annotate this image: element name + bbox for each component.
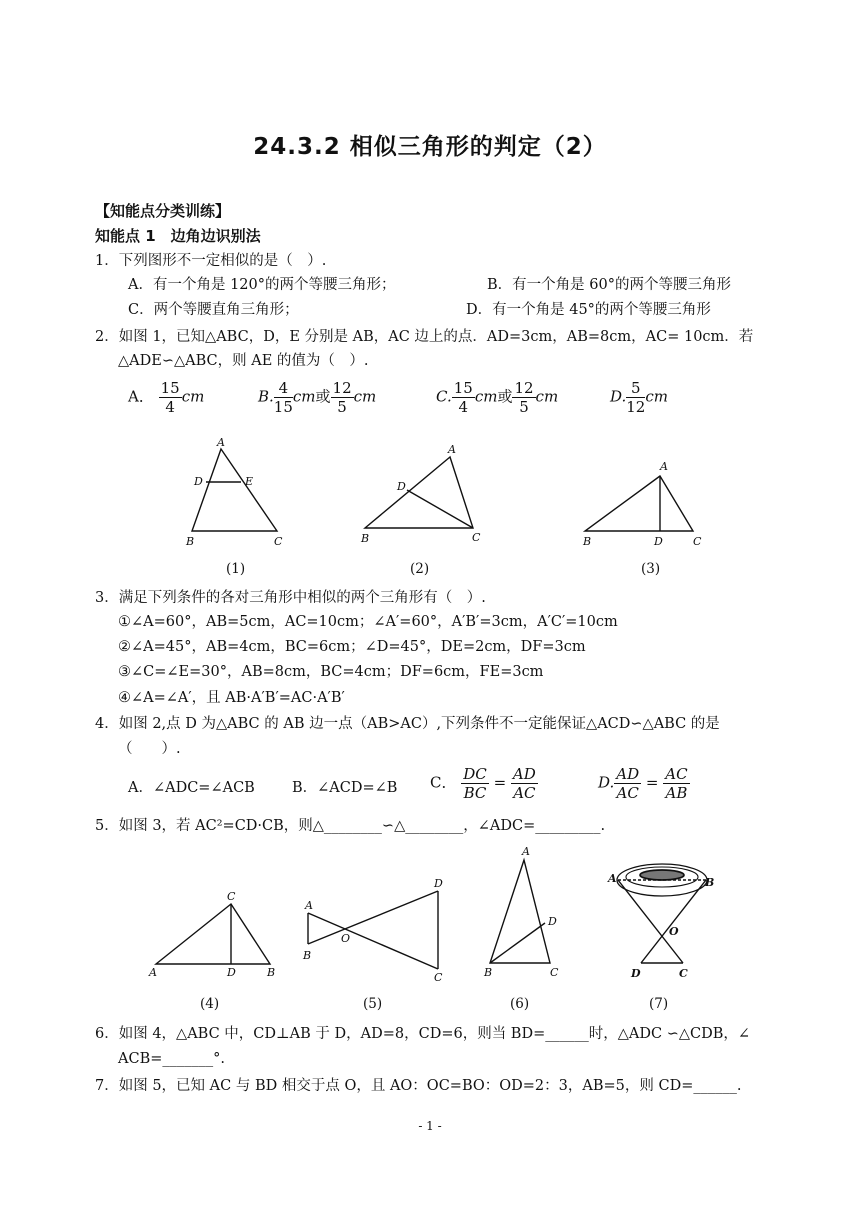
q1-option-a: A．有一个角是 120°的两个等腰三角形； xyxy=(128,277,396,293)
q4-d-den2: AB xyxy=(665,784,688,802)
q2-option-b xyxy=(258,379,376,416)
q4-option-c xyxy=(430,765,538,802)
q2-d-num: 5 xyxy=(626,379,645,398)
fig6-label-d: D xyxy=(548,915,557,928)
fig3-label-d: D xyxy=(654,535,663,548)
q4-d-fraction2 xyxy=(663,765,689,802)
fig3-label-b: B xyxy=(583,535,592,548)
q3-condition-1: ①∠A=60°，AB=5cm，AC=10cm；∠A′=60°，A′B′=3cm，A′C′=10cm xyxy=(118,614,618,630)
q2-b-num2: 12 xyxy=(332,379,352,397)
fig7-label-c: C xyxy=(679,967,688,980)
fig2-triangle xyxy=(365,457,473,528)
figure-1-caption: (1) xyxy=(226,561,246,577)
q4-d-num2: AC xyxy=(665,765,688,783)
q2-b-unit1: cm xyxy=(292,387,316,406)
q2-d-label: D. xyxy=(610,387,627,406)
figure-1 xyxy=(180,435,290,555)
q4-option-d xyxy=(598,765,690,802)
q7-text: 7．如图 5，已知 AC 与 BD 相交于点 O，且 AO：OC=BO：OD=2：3，AB=5，则 CD=______. xyxy=(95,1078,742,1094)
q2-c-den1: 4 xyxy=(458,398,469,416)
figure-4-caption: (4) xyxy=(200,996,220,1012)
fig2-label-a: A xyxy=(448,443,456,456)
fig4-label-c: C xyxy=(227,890,236,903)
fig3-label-a: A xyxy=(660,460,668,473)
q4-c-num2: AD xyxy=(512,765,536,783)
fig7-inner-ellipse xyxy=(640,870,684,880)
q2-a-unit: cm xyxy=(181,387,205,406)
q1-stem: 1．下列图形不一定相似的是（ ）. xyxy=(95,253,327,269)
fig1-label-c: C xyxy=(274,535,283,548)
figure-7 xyxy=(605,855,720,985)
q2-b-unit2: cm xyxy=(353,387,377,406)
fig4-label-d: D xyxy=(227,966,236,979)
fig2-label-d: D xyxy=(397,480,406,493)
fig6-label-c: C xyxy=(550,966,559,979)
q4-c-fraction1 xyxy=(461,765,489,802)
q4-c-den1: BC xyxy=(463,784,487,802)
q2-c-den2: 5 xyxy=(519,398,529,416)
q2-b-den1: 15 xyxy=(273,398,293,416)
page-number: - 1 - xyxy=(418,1119,442,1133)
q4-option-a: A．∠ADC=∠ACB xyxy=(128,780,255,796)
fig1-label-e: E xyxy=(245,475,254,488)
q2-stem-line2: △ADE∽△ABC，则 AE 的值为（ ）. xyxy=(118,353,369,369)
q2-d-unit: cm xyxy=(645,387,668,406)
q1-option-b: B．有一个角是 60°的两个等腰三角形 xyxy=(487,277,731,293)
q4-d-equals: = xyxy=(645,773,659,792)
figure-2-caption: (2) xyxy=(410,561,430,577)
q2-b-fraction1 xyxy=(274,379,293,416)
q4-stem-line2: （ ）. xyxy=(118,741,181,757)
fig5-label-d: D xyxy=(434,877,443,890)
q2-stem-line1: 2．如图 1，已知△ABC，D，E 分别是 AB，AC 边上的点．AD=3cm，AB=8cm，AC= 10cm．若 xyxy=(95,329,754,345)
fig4-label-a: A xyxy=(149,966,157,979)
figure-3 xyxy=(578,455,713,550)
fig6-segment-bd xyxy=(490,923,545,963)
fig7-label-a: A xyxy=(608,872,617,885)
q4-c-equals: = xyxy=(493,773,507,792)
figure-4 xyxy=(145,888,285,983)
q4-c-fraction2 xyxy=(511,765,538,802)
q2-option-a xyxy=(128,379,204,416)
figure-5-caption: (5) xyxy=(363,996,383,1012)
q2-c-num2: 12 xyxy=(514,379,534,397)
q2-option-c xyxy=(436,379,558,416)
fig1-label-b: B xyxy=(186,535,195,548)
fig5-label-c: C xyxy=(434,971,443,984)
figure-2 xyxy=(355,440,490,550)
fig5-label-a: A xyxy=(305,899,313,912)
q2-b-num1: 4 xyxy=(274,379,293,398)
q4-d-fraction1 xyxy=(614,765,641,802)
q2-c-fraction2 xyxy=(512,379,535,416)
fig5-segment-ac xyxy=(308,913,438,969)
q2-b-fraction2 xyxy=(331,379,354,416)
q2-a-den: 4 xyxy=(165,398,175,416)
q3-condition-3: ③∠C=∠E=30°，AB=8cm，BC=4cm；DF=6cm，FE=3cm xyxy=(118,664,544,680)
q2-b-den2: 5 xyxy=(337,398,347,416)
q2-c-or: 或 xyxy=(497,387,513,406)
fig1-triangle xyxy=(192,449,277,531)
q4-option-b: B．∠ACD=∠B xyxy=(292,780,398,796)
q4-d-den1: AC xyxy=(616,784,639,802)
fig2-label-b: B xyxy=(361,532,370,545)
q2-a-fraction xyxy=(159,379,182,416)
q2-b-or: 或 xyxy=(315,387,331,406)
q6-line1: 6．如图 4，△ABC 中，CD⊥AB 于 D，AD=8，CD=6，则当 BD=______时，△ADC ∽△CDB，∠ xyxy=(95,1026,751,1042)
q2-c-fraction1 xyxy=(452,379,475,416)
q2-c-label: C. xyxy=(436,387,452,406)
q3-condition-4: ④∠A=∠A′，且 AB·A′B′=AC·A′B′ xyxy=(118,690,345,706)
q4-c-num1: DC xyxy=(463,765,487,783)
q2-option-d xyxy=(610,379,668,416)
fig5-label-o: O xyxy=(341,932,351,945)
q3-stem: 3．满足下列条件的各对三角形中相似的两个三角形有（ ）. xyxy=(95,590,486,606)
q4-c-den2: AC xyxy=(513,784,536,802)
q1-option-d: D．有一个角是 45°的两个等腰三角形 xyxy=(466,302,711,318)
fig1-label-d: D xyxy=(194,475,203,488)
q2-c-unit1: cm xyxy=(474,387,498,406)
q4-stem-line1: 4．如图 2,点 D 为△ABC 的 AB 边一点（AB>AC）,下列条件不一定能保证△ACD∽△ABC 的是 xyxy=(95,716,720,732)
q2-d-den: 12 xyxy=(626,398,646,416)
q2-a-label: A． xyxy=(128,387,154,406)
figure-7-caption: (7) xyxy=(649,996,669,1012)
fig1-label-a: A xyxy=(217,436,225,449)
section-header: 【知能点分类训练】 xyxy=(95,202,231,220)
page-title: 24.3.2 相似三角形的判定（2） xyxy=(253,134,607,160)
q2-d-fraction xyxy=(626,379,645,416)
fig7-label-b: B xyxy=(705,876,715,889)
q3-condition-2: ②∠A=45°，AB=4cm，BC=6cm；∠D=45°，DE=2cm，DF=3cm xyxy=(118,639,586,655)
fig7-label-d: D xyxy=(631,967,641,980)
q1-option-c: C．两个等腰直角三角形； xyxy=(128,302,299,318)
q2-a-num: 15 xyxy=(160,379,180,397)
figure-6-caption: (6) xyxy=(510,996,530,1012)
figure-3-caption: (3) xyxy=(641,561,661,577)
fig3-triangle xyxy=(585,476,693,531)
fig7-label-o: O xyxy=(669,925,679,938)
fig5-label-b: B xyxy=(303,949,312,962)
fig6-label-a: A xyxy=(522,845,530,858)
figure-6 xyxy=(478,840,568,980)
q2-b-label: B. xyxy=(258,387,274,406)
knowledge-point-header: 知能点 1 边角边识别法 xyxy=(95,227,261,245)
q2-c-unit2: cm xyxy=(535,387,559,406)
fig3-label-c: C xyxy=(693,535,702,548)
q6-line2: ACB=_______°. xyxy=(118,1051,225,1067)
q5-text: 5．如图 3，若 AC²=CD·CB，则△________∽△________，∠ADC=_________. xyxy=(95,818,606,834)
figure-5 xyxy=(300,875,455,985)
fig4-triangle xyxy=(156,904,270,964)
fig6-triangle xyxy=(490,860,550,963)
fig2-label-c: C xyxy=(472,531,481,544)
fig4-label-b: B xyxy=(267,966,276,979)
q4-c-label: C． xyxy=(430,773,457,792)
q4-d-label: D. xyxy=(598,773,615,792)
q2-c-num1: 15 xyxy=(453,379,473,397)
fig6-label-b: B xyxy=(484,966,493,979)
fig5-segment-bd xyxy=(308,891,438,944)
q4-d-num1: AD xyxy=(616,765,640,783)
